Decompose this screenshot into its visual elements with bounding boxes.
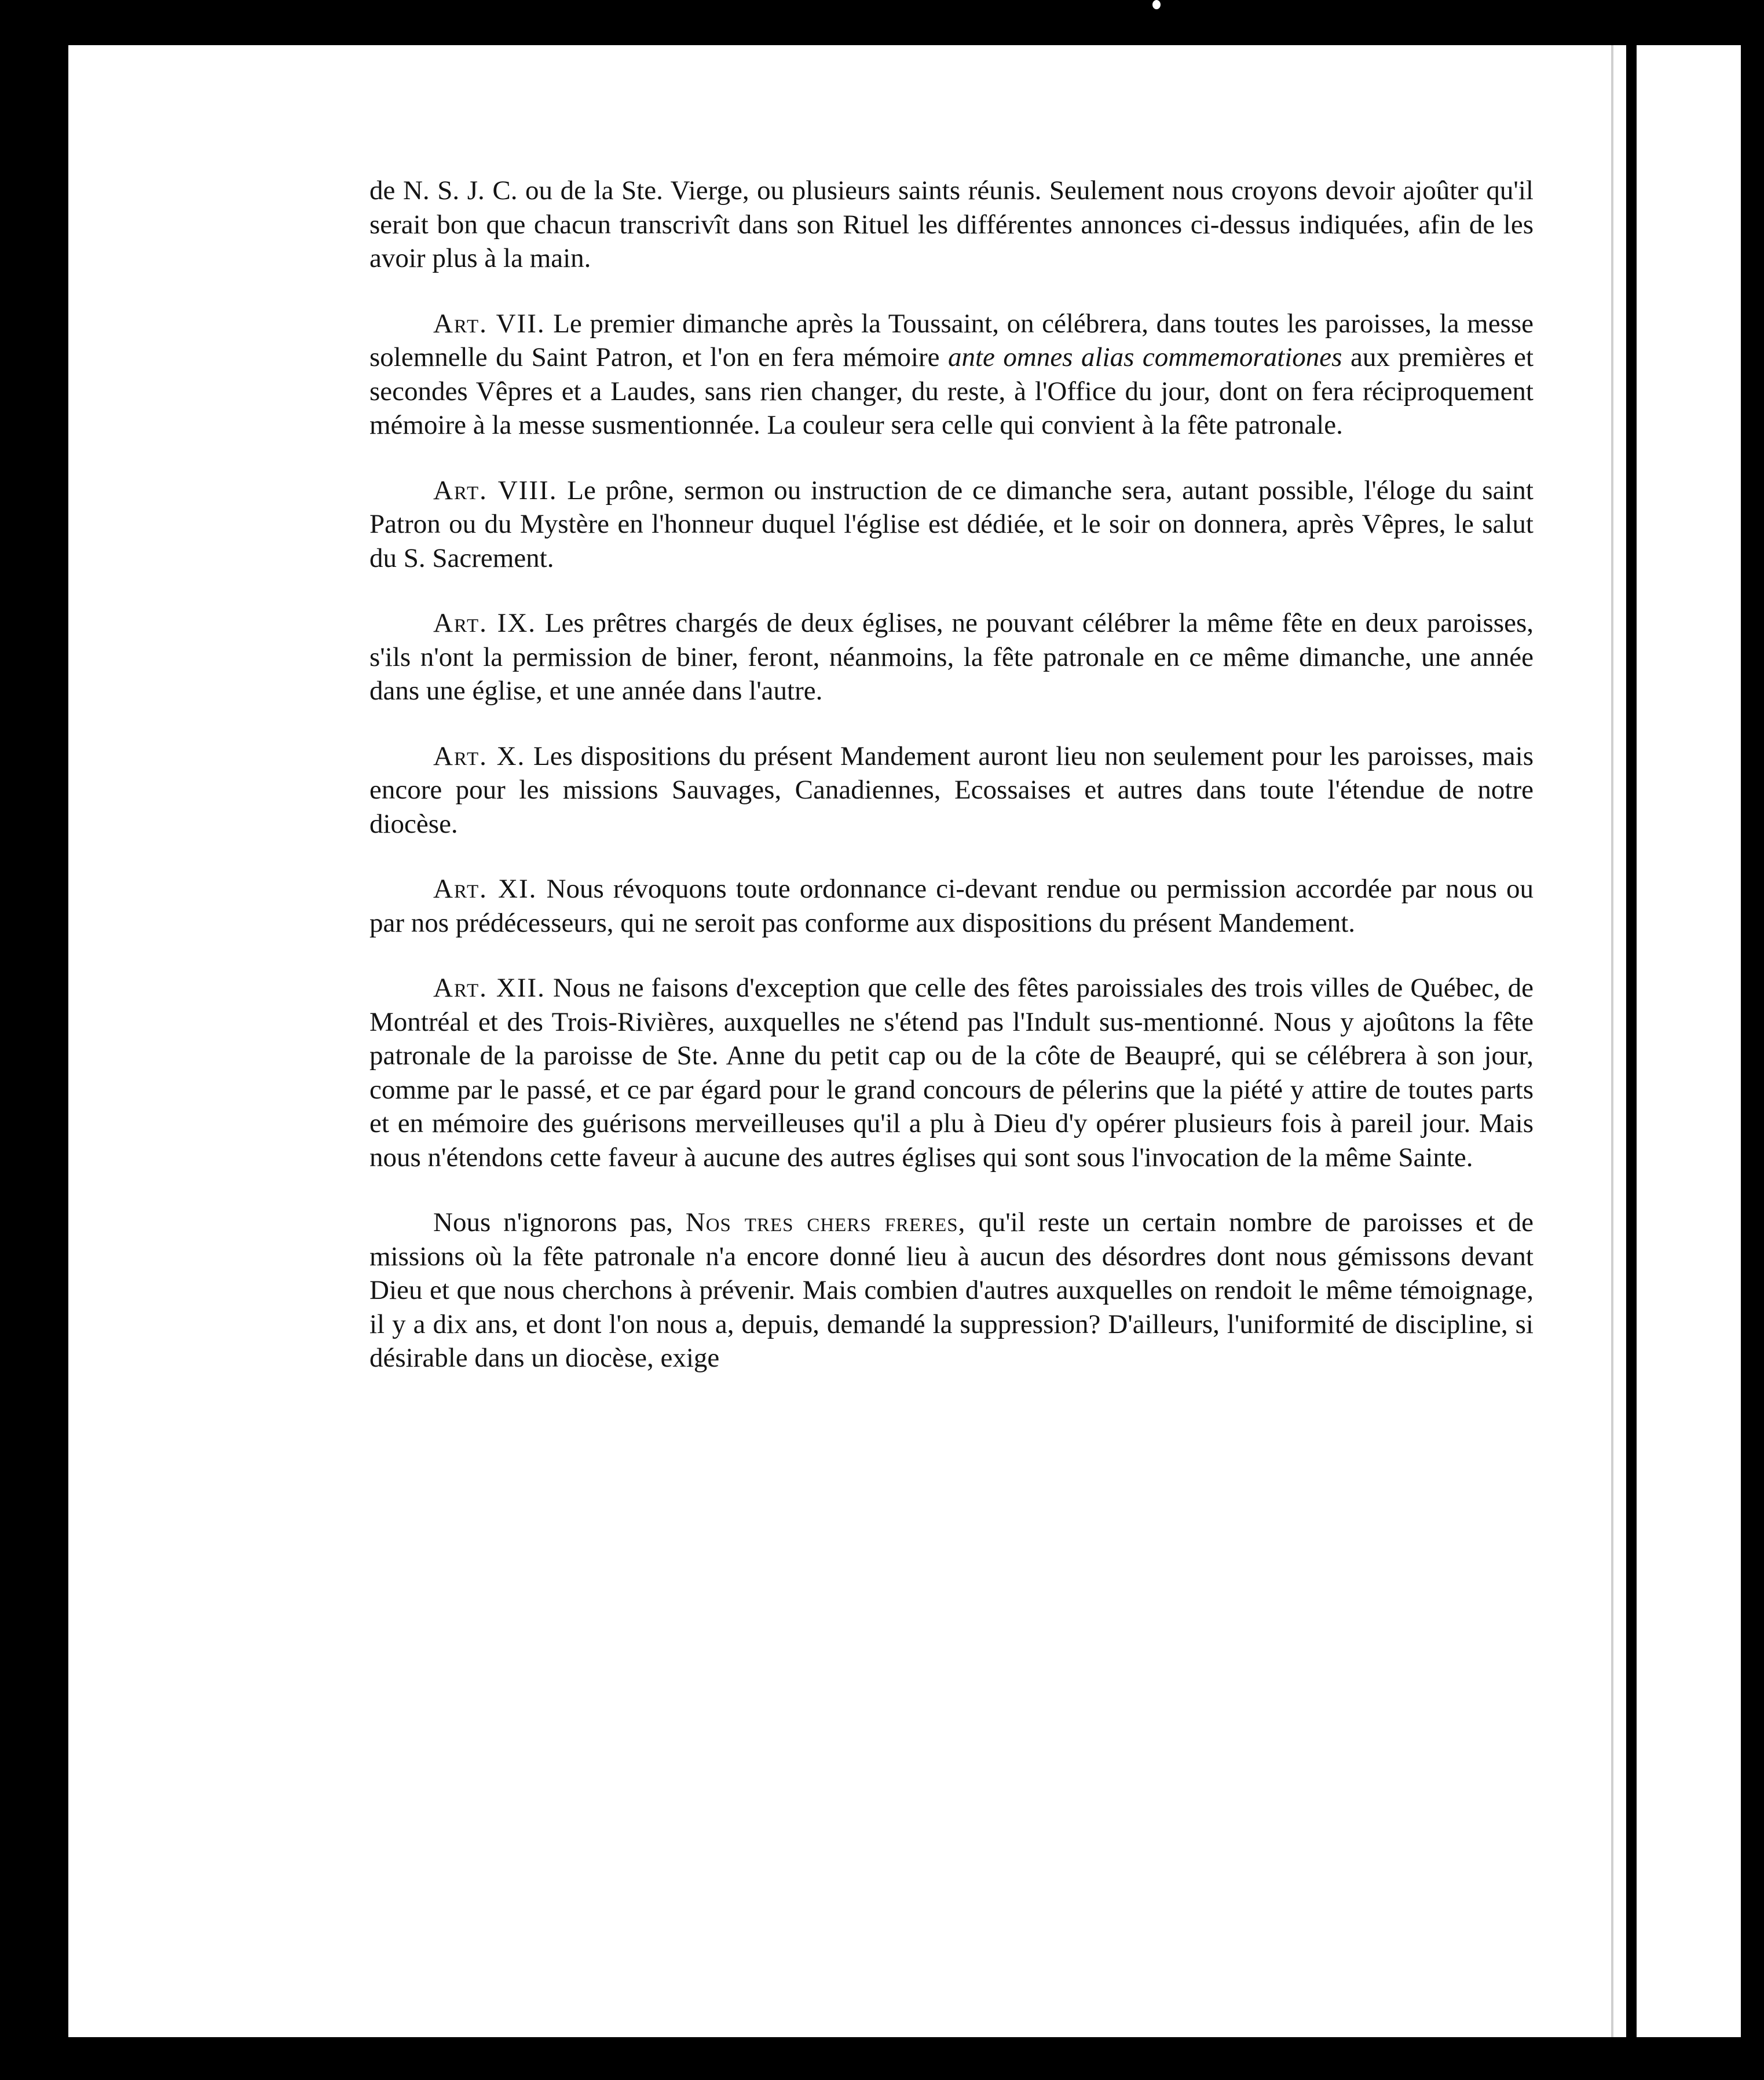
document-page xyxy=(68,45,1626,2037)
page-gutter-divider xyxy=(1611,45,1613,2037)
article-label: Art. X. xyxy=(433,741,526,771)
paragraph-art-11 xyxy=(369,872,1534,940)
article-label: Art. VII. xyxy=(433,308,546,339)
paragraph-text: Le premier dimanche après la Toussaint, on célébrera, dans toutes les paroisses, la messe solemnelle du Saint Patron, et l'on en fera mémoire xyxy=(369,308,1534,372)
paragraph-art-12 xyxy=(369,971,1534,1174)
paragraph-art-7 xyxy=(369,307,1534,442)
scan-artifact-mark xyxy=(1152,0,1161,9)
paragraph-text: Nous révoquons toute ordonnance ci-devant rendue ou permission accordée par nous ou par nos prédécesseurs, qui ne seroit pas conforme aux dispositions du présent Mandement. xyxy=(369,874,1534,938)
paragraph-art-9 xyxy=(369,606,1534,708)
paragraph-continuation xyxy=(369,174,1534,276)
article-label: Art. XII. xyxy=(433,973,546,1003)
paragraph-closing xyxy=(369,1206,1534,1375)
salutation-caps: Nos tres chers freres, xyxy=(685,1207,966,1237)
paragraph-text: Les dispositions du présent Mandement auront lieu non seulement pour les paroisses, mais encore pour les missions Sauvages, Canadiennes, Ecossaises et autres dans toute l'étendue de notre diocèse. xyxy=(369,741,1534,839)
paragraph-text: Le prône, sermon ou instruction de ce dimanche sera, autant possible, l'éloge du saint Patron ou du Mystère en l'honneur duquel l'église est dédiée, et le soir on donnera, après Vêpres, le salut du S. Sacrement. xyxy=(369,475,1534,573)
latin-phrase: ante omnes alias commemorationes xyxy=(947,342,1342,372)
article-label: Art. VIII. xyxy=(433,475,558,506)
paragraph-text: Nous ne faisons d'exception que celle des fêtes paroissiales des trois villes de Québec, de Montréal et des Trois-Rivières, auxquelles ne s'étend pas l'Indult sus-mentionné. Nous y ajoûtons la fête patronale de la paroisse de Ste. Anne du petit cap ou de la côte de Beaupré, qui se célébrera à son jour, comme par le passé, et ce par égard pour le grand concours de pélerins que la piété y attire de toutes parts et en mémoire des guérisons merveilleuses qu'il a plu à Dieu d'y opérer plusieurs fois à pareil jour. Mais nous n'étendons cette faveur à aucune des autres églises qui sont sous l'invocation de la même Sainte. xyxy=(369,973,1534,1173)
paragraph-text: Nous n'ignorons pas, xyxy=(433,1207,673,1237)
page-body-text xyxy=(369,174,1534,1407)
article-label: Art. XI. xyxy=(433,874,537,904)
paragraph-text: Les prêtres chargés de deux églises, ne pouvant célébrer la même fête en deux paroisses, s'ils n'ont la permission de biner, feront, néanmoins, la fête patronale en ce même dimanche, une année dans une église, et une année dans l'autre. xyxy=(369,608,1534,706)
paragraph-text: qu'il reste un certain nombre de paroisses et de missions où la fête patronale n'a encore donné lieu à aucun des désordres dont nous gémissons devant Dieu et que nous cherchons à prévenir. Mais combien d'autres auxquelles on rendoit le même témoignage, il y a dix ans, et dont l'on nous a, depuis, demandé la suppression? D'ailleurs, l'uniformité de discipline, si désirable dans un diocèse, exige xyxy=(369,1207,1534,1373)
adjacent-page-edge xyxy=(1637,45,1741,2037)
paragraph-text: aux premières et secondes Vêpres et a Laudes, sans rien changer, du reste, à l'Office du jour, dont on fera réciproquement mémoire à la messe susmentionnée. La couleur sera celle qui convient à la fête patronale. xyxy=(369,342,1534,440)
paragraph-text: de N. S. J. C. ou de la Ste. Vierge, ou plusieurs saints réunis. Seulement nous croyons devoir ajoûter qu'il serait bon que chacun transcrivît dans son Rituel les différentes annonces ci-dessus indiquées, afin de les avoir plus à la main. xyxy=(369,175,1534,273)
paragraph-art-10 xyxy=(369,739,1534,841)
paragraph-art-8 xyxy=(369,474,1534,576)
article-label: Art. IX. xyxy=(433,608,537,638)
